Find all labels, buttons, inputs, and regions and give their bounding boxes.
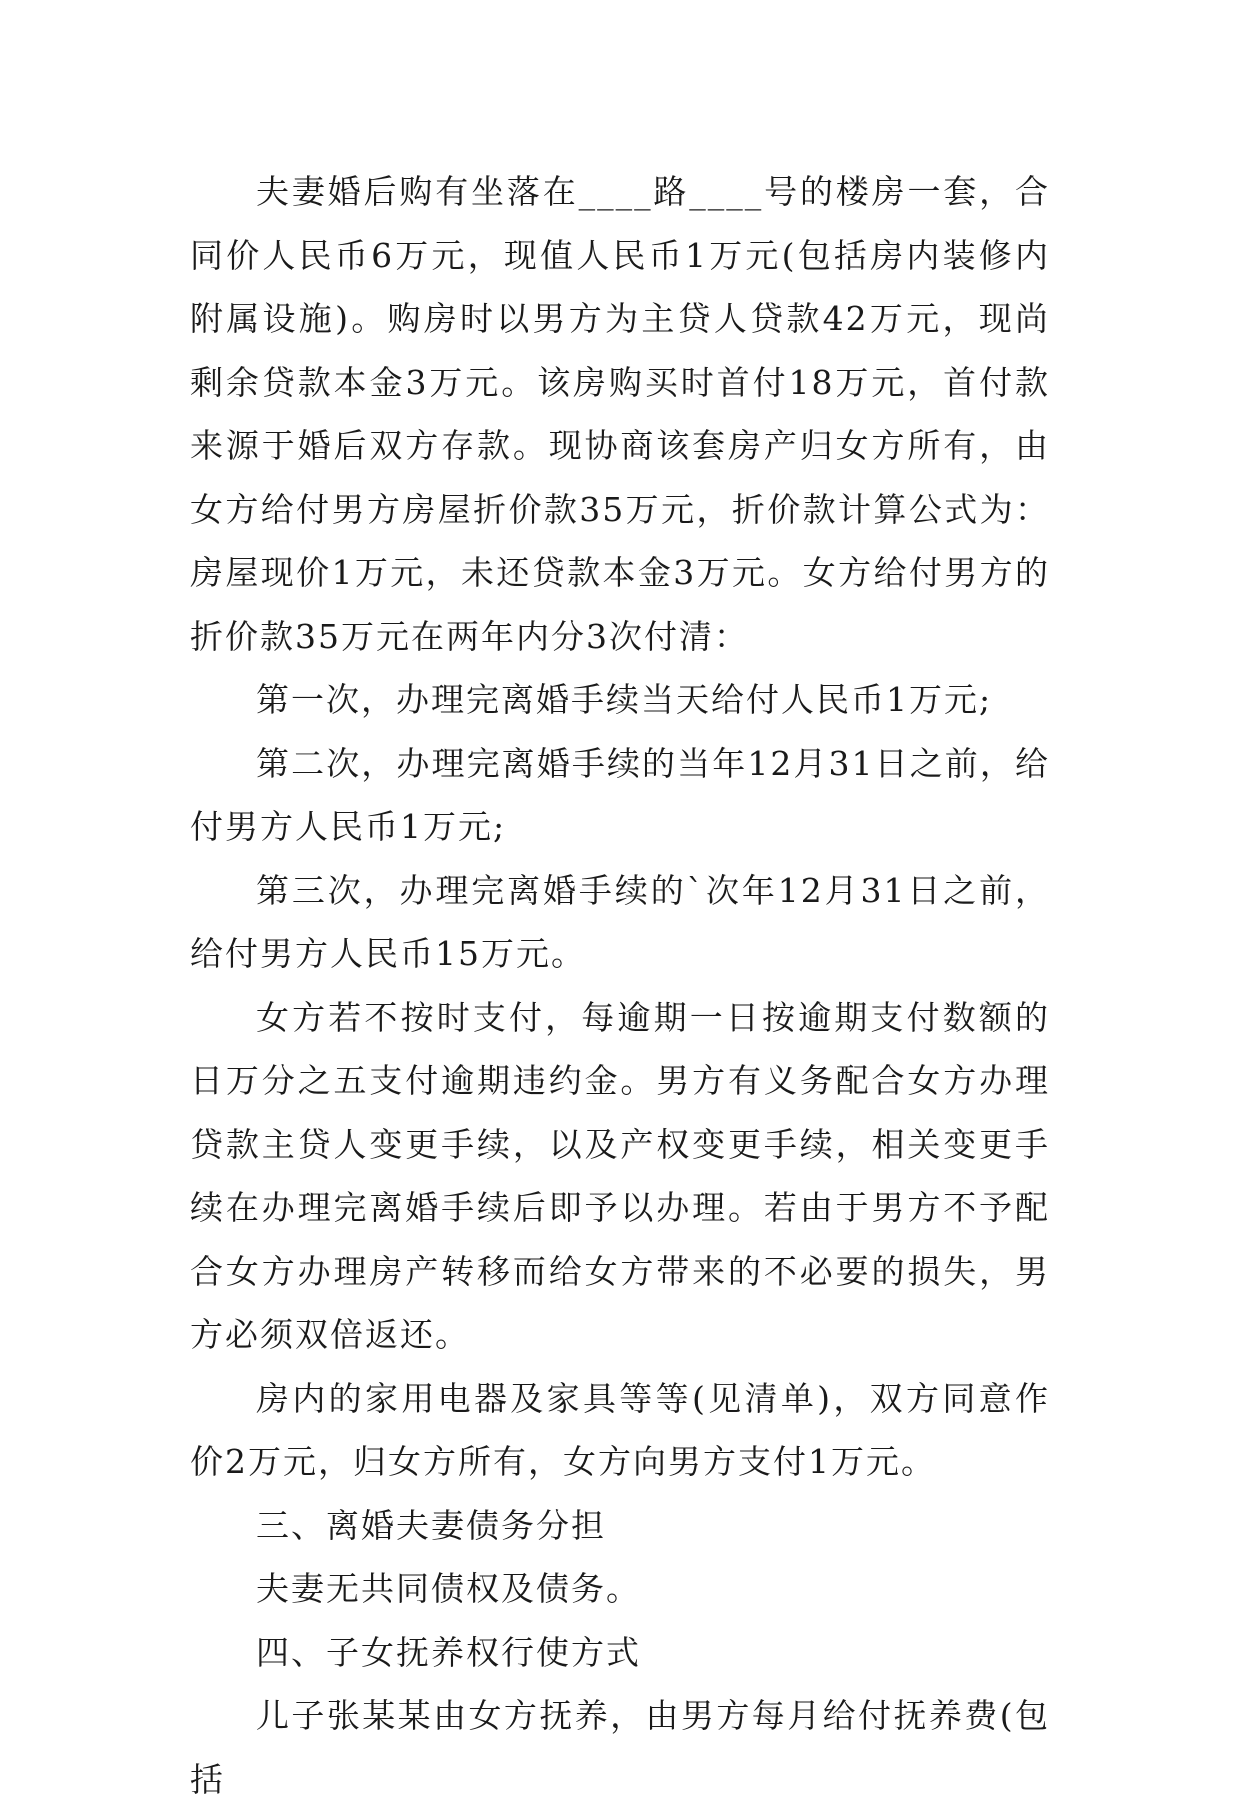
paragraph-child-support: 儿子张某某由女方抚养，由男方每月给付抚养费(包括 (190, 1696, 1050, 1799)
paragraph-second-payment: 第二次，办理完离婚手续的当年12月31日之前，给付男方人民币1万元; (190, 743, 1050, 846)
heading-debt-sharing: 三、离婚夫妻债务分担 (256, 1505, 606, 1545)
paragraph-first-payment: 第一次，办理完离婚手续当天给付人民币1万元; (256, 680, 993, 719)
heading-child-custody: 四、子女抚养权行使方式 (256, 1632, 641, 1672)
paragraph-no-debt: 夫妻无共同债权及债务。 (256, 1569, 641, 1608)
paragraph-house-property: 夫妻婚后购有坐落在____路____号的楼房一套，合同价人民币6万元，现值人民币1万元(包括房内装修内附属设施)。购房时以男方为主贷人贷款42万元，现尚剩余贷款本金3万元。该房购买时首付18万元，首付款来源于婚后双方存款。现协商该套房产归女方所有，由女方给付男方房屋折价款35万元，折价款计算公式为：房屋现价1万元，未还贷款本金3万元。女方给付男方的折价款35万元在两年内分3次付清： (190, 172, 1050, 656)
paragraph-furniture: 房内的家用电器及家具等等(见清单)，双方同意作价2万元，归女方所有，女方向男方支付1万元。 (190, 1378, 1050, 1481)
paragraph-third-payment: 第三次，办理完离婚手续的`次年12月31日之前，给付男方人民币15万元。 (190, 870, 1050, 973)
paragraph-late-penalty: 女方若不按时支付，每逾期一日按逾期支付数额的日万分之五支付逾期违约金。男方有义务配合女方办理贷款主贷人变更手续，以及产权变更手续，相关变更手续在办理完离婚手续后即予以办理。若由于男方不予配合女方办理房产转移而给女方带来的不必要的损失，男方必须双倍返还。 (190, 997, 1050, 1354)
document-body (190, 160, 1050, 1811)
